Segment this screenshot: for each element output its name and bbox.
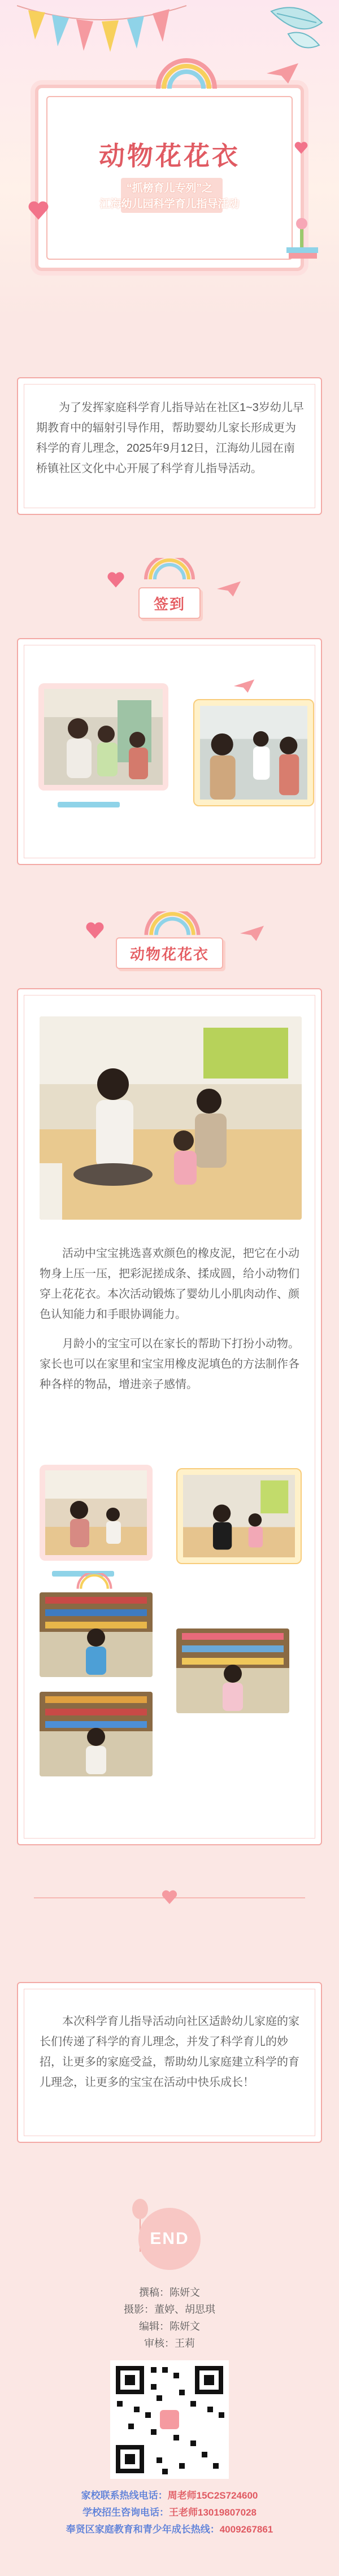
leaf-icon [266, 0, 328, 56]
contact-list [0, 2487, 339, 2538]
activity-photo-6 [40, 1692, 153, 1776]
activity-photo-main [40, 1016, 302, 1220]
paper-plane-icon [266, 62, 299, 85]
activity-card [17, 988, 322, 1845]
page-title: 动物花花衣 [99, 141, 240, 171]
activity-photo-4 [40, 1592, 153, 1677]
credit-photo: 摄影：董婷、胡思琪 [124, 2304, 215, 2315]
contact-row: 家校联系热线电话：周老师15C2S724600 [81, 2490, 258, 2501]
activity-photo-2 [40, 1465, 153, 1561]
heart-icon [85, 922, 105, 940]
summary-text: 本次科学育儿指导活动向社区适龄幼儿家庭的家长们传递了科学的育儿理念，并发了科学育儿的妙招，让更多的家庭受益，帮助幼儿家庭建立科学的育儿理念，让更多的宝宝在活动中快乐成长！ [40, 2015, 299, 2089]
book-icon [285, 215, 319, 260]
intro-card [17, 377, 322, 515]
heart-icon [161, 1889, 178, 1905]
contact-row: 奉贤区家庭教育和青少年成长热线：4009267861 [66, 2524, 273, 2535]
credit-reviewer: 审核：王莉 [144, 2338, 195, 2349]
page-subtitle [0, 181, 339, 212]
credit-editor: 编辑：陈妍文 [139, 2321, 200, 2332]
intro-text: 为了发挥家庭科学育儿指导站在社区1~3岁幼儿早期教育中的辐射引导作用，帮助婴幼儿家长形成更为科学的育儿理念，2025年9月12日，江海幼儿园在南桥镇社区文化中心开展了科学育儿指导活动。 [36, 401, 304, 475]
subtitle-line-2: 江海幼儿园科学育儿指导活动 [99, 198, 240, 210]
signin-photo-2 [193, 699, 314, 806]
activity-photo-3 [176, 1468, 302, 1564]
rainbow-icon [141, 911, 203, 936]
rainbow-icon [141, 558, 198, 580]
contact-row: 学校招生咨询电话：王老师13019807028 [82, 2507, 257, 2518]
activity-paragraph-1: 活动中宝宝挑选喜欢颜色的橡皮泥，把它在小动物身上压一压，把彩泥搓成条、揉成圆，给小动物们穿上花花衣。本次活动锻炼了婴幼儿小肌肉动作、颜色认知能力和手眼协调能力。 [40, 1247, 299, 1321]
deco-strip [58, 802, 120, 807]
credits [0, 2284, 339, 2352]
paper-plane-icon [215, 580, 243, 597]
paper-plane-icon [233, 679, 255, 693]
rainbow-icon [153, 58, 220, 91]
signin-photo-1 [38, 683, 168, 791]
section-badge-signin: 签到 [138, 587, 201, 619]
subtitle-line-1: “抓榜育儿专列”之 [126, 182, 212, 194]
paper-plane-icon [237, 925, 267, 942]
activity-photo-5 [176, 1628, 289, 1713]
activity-paragraph-2: 月龄小的宝宝可以在家长的帮助下打扮小动物。家长也可以在家里和宝宝用橡皮泥填色的方法制作各种各样的物品，增进亲子感情。 [40, 1338, 299, 1391]
section-badge-activity: 动物花花衣 [116, 937, 223, 969]
qr-code-icon[interactable] [110, 2360, 229, 2479]
summary-card [17, 1982, 322, 2143]
credit-writer: 撰稿：陈妍文 [139, 2287, 200, 2298]
heart-icon [106, 571, 125, 588]
end-badge: END [138, 2208, 201, 2270]
signin-card [17, 638, 322, 865]
rainbow-icon [75, 1573, 114, 1590]
